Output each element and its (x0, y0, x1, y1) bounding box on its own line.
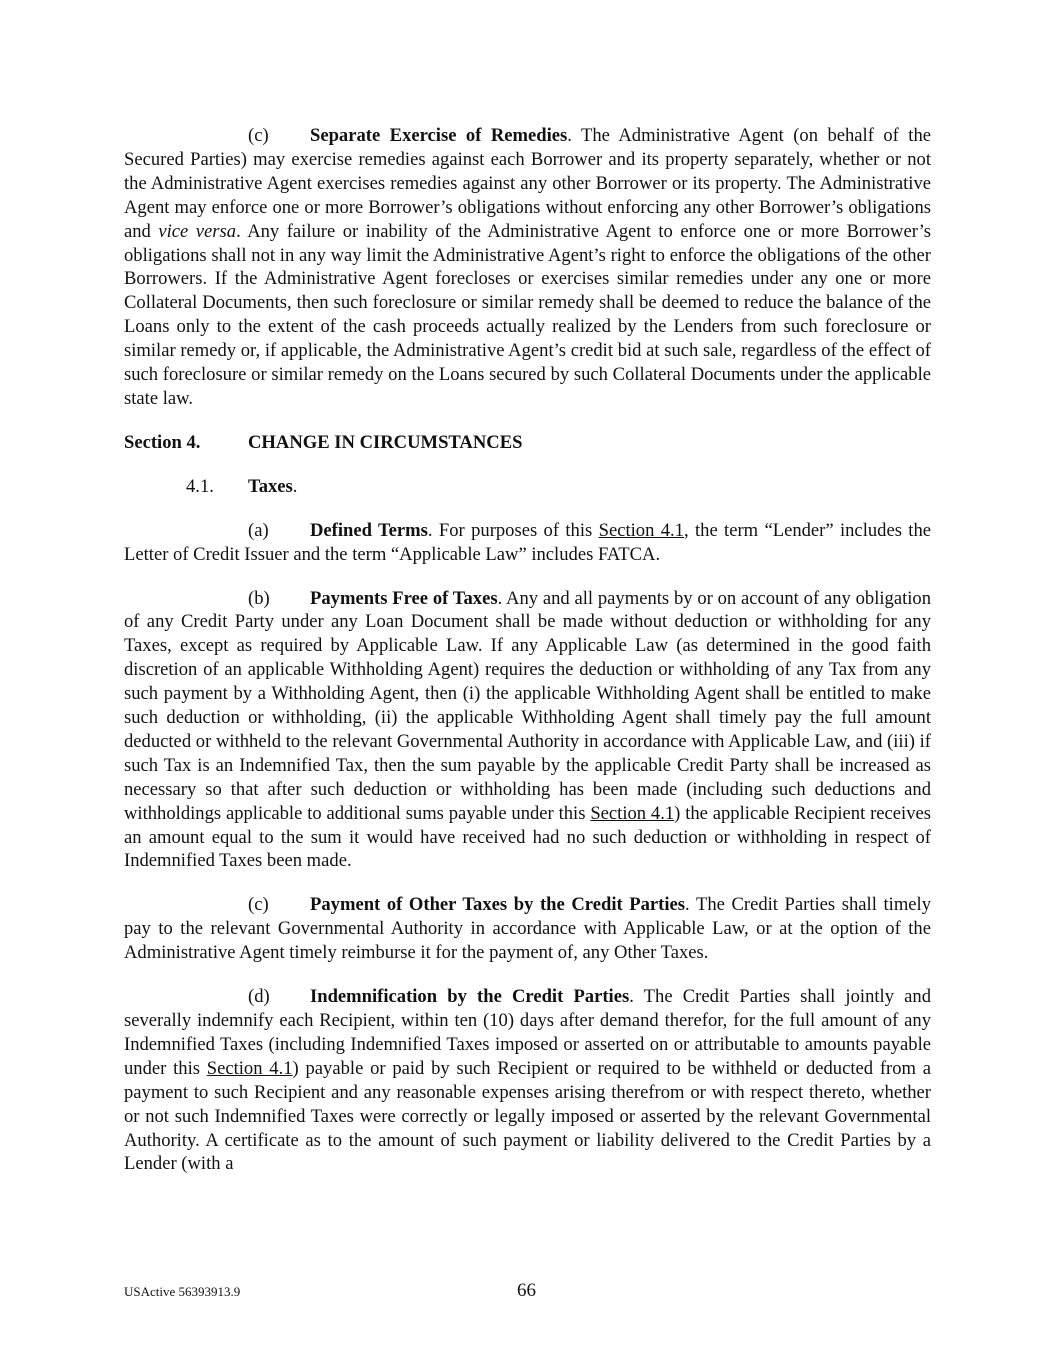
subsection-title-period: . (292, 475, 298, 497)
subsection-title: Taxes (248, 475, 293, 497)
clause-italic-text: vice versa (158, 220, 237, 242)
clause-text: . The Credit Parties shall jointly and severally indemnify each Recipient, within ten (10) days after demand therefor, for the full amount of any Indemnified Taxes (including Indemnified Taxes imposed or asserted on or attributable to amounts payable under this (124, 986, 931, 1079)
paragraph-d-indemnification (124, 985, 931, 1176)
clause-marker: (c) (248, 125, 269, 146)
clause-text: . The Administrative Agent (on behalf of the Secured Parties) may exercise remedies against each Borrower and its property separately, whether or not the Administrative Agent exercises remedies against any other Borrower or its property. The Administrative Agent may enforce one or more Borrower’s obligations without enforcing any other Borrower’s obligations and (124, 125, 932, 242)
clause-marker: (c) (248, 894, 269, 916)
document-page (124, 124, 931, 1196)
clause-marker: (b) (248, 587, 270, 609)
clause-marker: (a) (248, 519, 269, 541)
clause-text: ) payable or paid by such Recipient or required to be withheld or deducted from a payment to such Recipient and any reasonable expenses arising therefrom or with respect thereto, whether or not such Indemnified Taxes were correctly or legally imposed or asserted by the relevant Governmental Authority. A certificate as to the amount of such payment or liability delivered to the Credit Parties by a Lender (with a (124, 1057, 932, 1175)
section-title: CHANGE IN CIRCUMSTANCES (248, 431, 523, 453)
clause-text: ) the applicable Recipient receives an amount equal to the sum it would have received had no such deduction or withholding in respect of Indemnified Taxes been made. (124, 802, 931, 872)
document-id: USActive 56393913.9 (124, 1284, 241, 1299)
clause-title: Payment of Other Taxes by the Credit Parties (310, 894, 686, 916)
clause-title: Defined Terms (310, 519, 428, 541)
clause-text: . Any and all payments by or on account of any obligation of any Credit Party under any Loan Document shall be made without deduction or withholding for any Taxes, except as required by Applicable Law. If any Applicable Law (as determined in the good faith discretion of an applicable Withholding Agent) requires the deduction or withholding of any Tax from any such payment by a Withholding Agent, then (i) the applicable Withholding Agent shall be entitled to make such deduction or withholding, (ii) the applicable Withholding Agent shall timely pay the full amount deducted or withheld to the relevant Governmental Authority in accordance with Applicable Law, and (iii) if such Tax is an Indemnified Tax, then the sum payable by the applicable Credit Party shall be increased as necessary so that after such deduction or withholding has been made (including such deductions and withholdings applicable to additional sums payable under this (124, 587, 931, 824)
clause-text: . The Credit Parties shall timely pay to the relevant Governmental Authority in accordance with Applicable Law, or at the option of the Administrative Agent timely reimburse it for the payment of, any Other Taxes. (124, 894, 932, 964)
clause-title: Indemnification by the Credit Parties (310, 986, 630, 1008)
clause-title: Payments Free of Taxes (310, 587, 498, 609)
paragraph-b-payments-free-of-taxes (124, 587, 931, 874)
subsection-number: 4.1. (186, 475, 214, 497)
page-number: 66 (517, 1280, 536, 1301)
paragraph-c-separate-exercise-of-remedies (124, 124, 931, 411)
paragraph-a-defined-terms (124, 519, 931, 567)
clause-title: Separate Exercise of Remedies (310, 125, 568, 146)
clause-text: . Any failure or inability of the Administrative Agent to enforce one or more Borrower’s obligations shall not in any way limit the Administrative Agent’s right to enforce the obligations of the other Borrowers. If the Administrative Agent forecloses or exercises similar remedies under any one or more Collateral Documents, then such foreclosure or similar remedy shall be deemed to reduce the balance of the Loans only to the extent of the cash proceeds actually realized by the Lenders from such foreclosure or similar remedy or, if applicable, the Administrative Agent’s credit bid at such sale, regardless of the effect of such foreclosure or similar remedy on the Loans secured by such Collateral Documents under the applicable state law. (124, 220, 932, 409)
clause-text: . For purposes of this (427, 519, 599, 541)
section-reference: Section 4.1 (590, 802, 675, 824)
section-heading (124, 431, 931, 455)
section-reference: Section 4.1 (206, 1057, 293, 1079)
section-number: Section 4. (124, 431, 201, 453)
section-reference: Section 4.1 (598, 519, 684, 541)
paragraph-c-payment-of-other-taxes (124, 893, 931, 965)
subsection-heading (186, 475, 931, 499)
clause-text: , the term “Lender” includes the Letter of Credit Issuer and the term “Applicable Law” includes FATCA. (124, 519, 932, 565)
clause-marker: (d) (248, 986, 270, 1008)
